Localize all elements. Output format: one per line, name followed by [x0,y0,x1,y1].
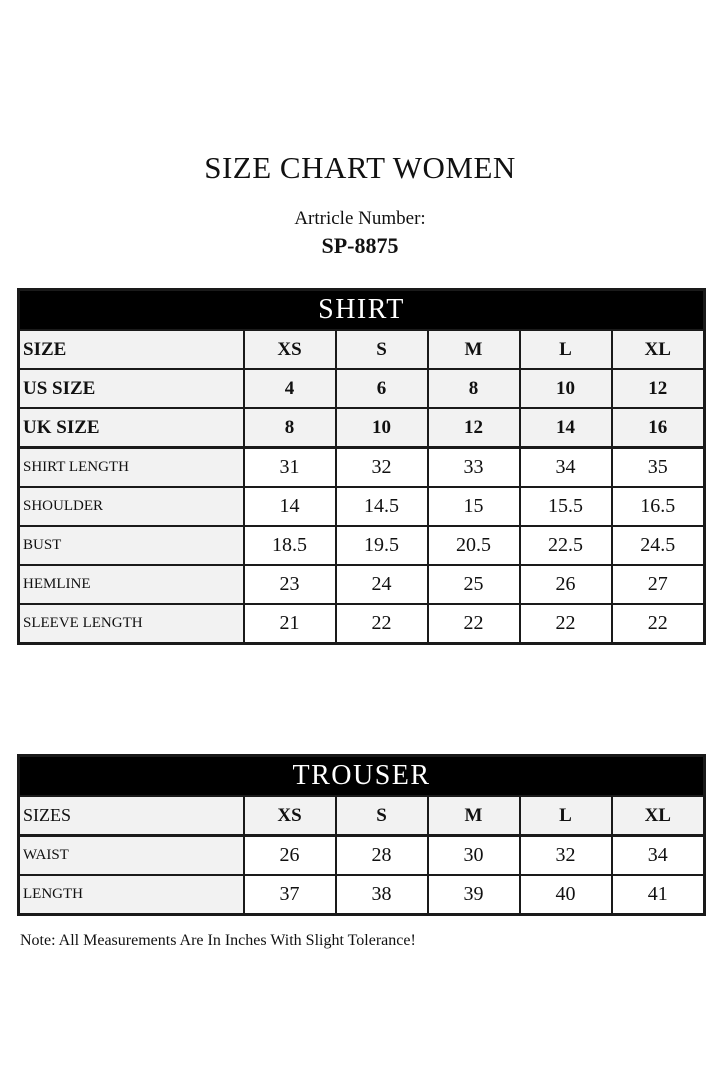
value-cell: 23 [244,565,336,604]
value-cell: 31 [244,448,336,488]
value-cell: 10 [336,408,428,448]
value-cell: 34 [520,448,612,488]
value-cell: 14 [244,487,336,526]
value-cell: 26 [244,836,336,876]
value-cell: 12 [612,369,705,408]
row-label-cell: HEMLINE [19,565,244,604]
article-number-value: SP-8875 [321,233,399,258]
value-cell: 14.5 [336,487,428,526]
table-row [19,369,705,408]
value-cell: 16 [612,408,705,448]
value-cell: 22 [428,604,520,644]
value-cell: 8 [244,408,336,448]
table-row [19,836,705,876]
row-label-cell: SHIRT LENGTH [19,448,244,488]
row-label-cell: SHOULDER [19,487,244,526]
table-header-band [19,756,705,797]
value-cell: M [428,330,520,369]
table-row [19,448,705,488]
value-cell: 38 [336,875,428,915]
value-cell: 16.5 [612,487,705,526]
value-cell: XS [244,796,336,836]
value-cell: 22 [520,604,612,644]
row-label-cell: SLEEVE LENGTH [19,604,244,644]
row-label-cell: UK SIZE [19,408,244,448]
value-cell: XS [244,330,336,369]
trouser-table [17,754,706,916]
value-cell: 14 [520,408,612,448]
value-cell: 10 [520,369,612,408]
value-cell: 28 [336,836,428,876]
value-cell: 37 [244,875,336,915]
row-label-cell: WAIST [19,836,244,876]
page-title: SIZE CHART WOMEN [204,150,516,185]
table-row [19,408,705,448]
value-cell: 35 [612,448,705,488]
row-label-cell: BUST [19,526,244,565]
note-text: Note: All Measurements Are In Inches With Slight Tolerance! [20,932,416,949]
value-cell: 18.5 [244,526,336,565]
row-label-cell: SIZES [19,796,244,836]
row-label-cell: US SIZE [19,369,244,408]
value-cell: 22.5 [520,526,612,565]
value-cell: 41 [612,875,705,915]
value-cell: 4 [244,369,336,408]
trouser-table-title: TROUSER [19,756,705,797]
value-cell: 22 [336,604,428,644]
table-row [19,526,705,565]
value-cell: S [336,796,428,836]
value-cell: 40 [520,875,612,915]
value-cell: XL [612,796,705,836]
value-cell: 30 [428,836,520,876]
value-cell: 15.5 [520,487,612,526]
value-cell: 32 [336,448,428,488]
value-cell: 25 [428,565,520,604]
value-cell: L [520,330,612,369]
value-cell: S [336,330,428,369]
value-cell: 24.5 [612,526,705,565]
shirt-table [17,288,706,645]
table-row [19,565,705,604]
value-cell: 24 [336,565,428,604]
value-cell: 15 [428,487,520,526]
value-cell: 19.5 [336,526,428,565]
value-cell: 22 [612,604,705,644]
table-header-band [19,290,705,331]
value-cell: 39 [428,875,520,915]
row-label-cell: SIZE [19,330,244,369]
row-label-cell: LENGTH [19,875,244,915]
value-cell: 27 [612,565,705,604]
value-cell: 8 [428,369,520,408]
value-cell: M [428,796,520,836]
table-row [19,330,705,369]
value-cell: 12 [428,408,520,448]
value-cell: 32 [520,836,612,876]
shirt-table-title: SHIRT [19,290,705,331]
value-cell: L [520,796,612,836]
article-number-label: Artricle Number: [294,208,426,229]
table-row [19,875,705,915]
value-cell: 26 [520,565,612,604]
value-cell: 33 [428,448,520,488]
table-row [19,487,705,526]
value-cell: 21 [244,604,336,644]
value-cell: 6 [336,369,428,408]
value-cell: XL [612,330,705,369]
value-cell: 20.5 [428,526,520,565]
table-row [19,796,705,836]
value-cell: 34 [612,836,705,876]
table-row [19,604,705,644]
